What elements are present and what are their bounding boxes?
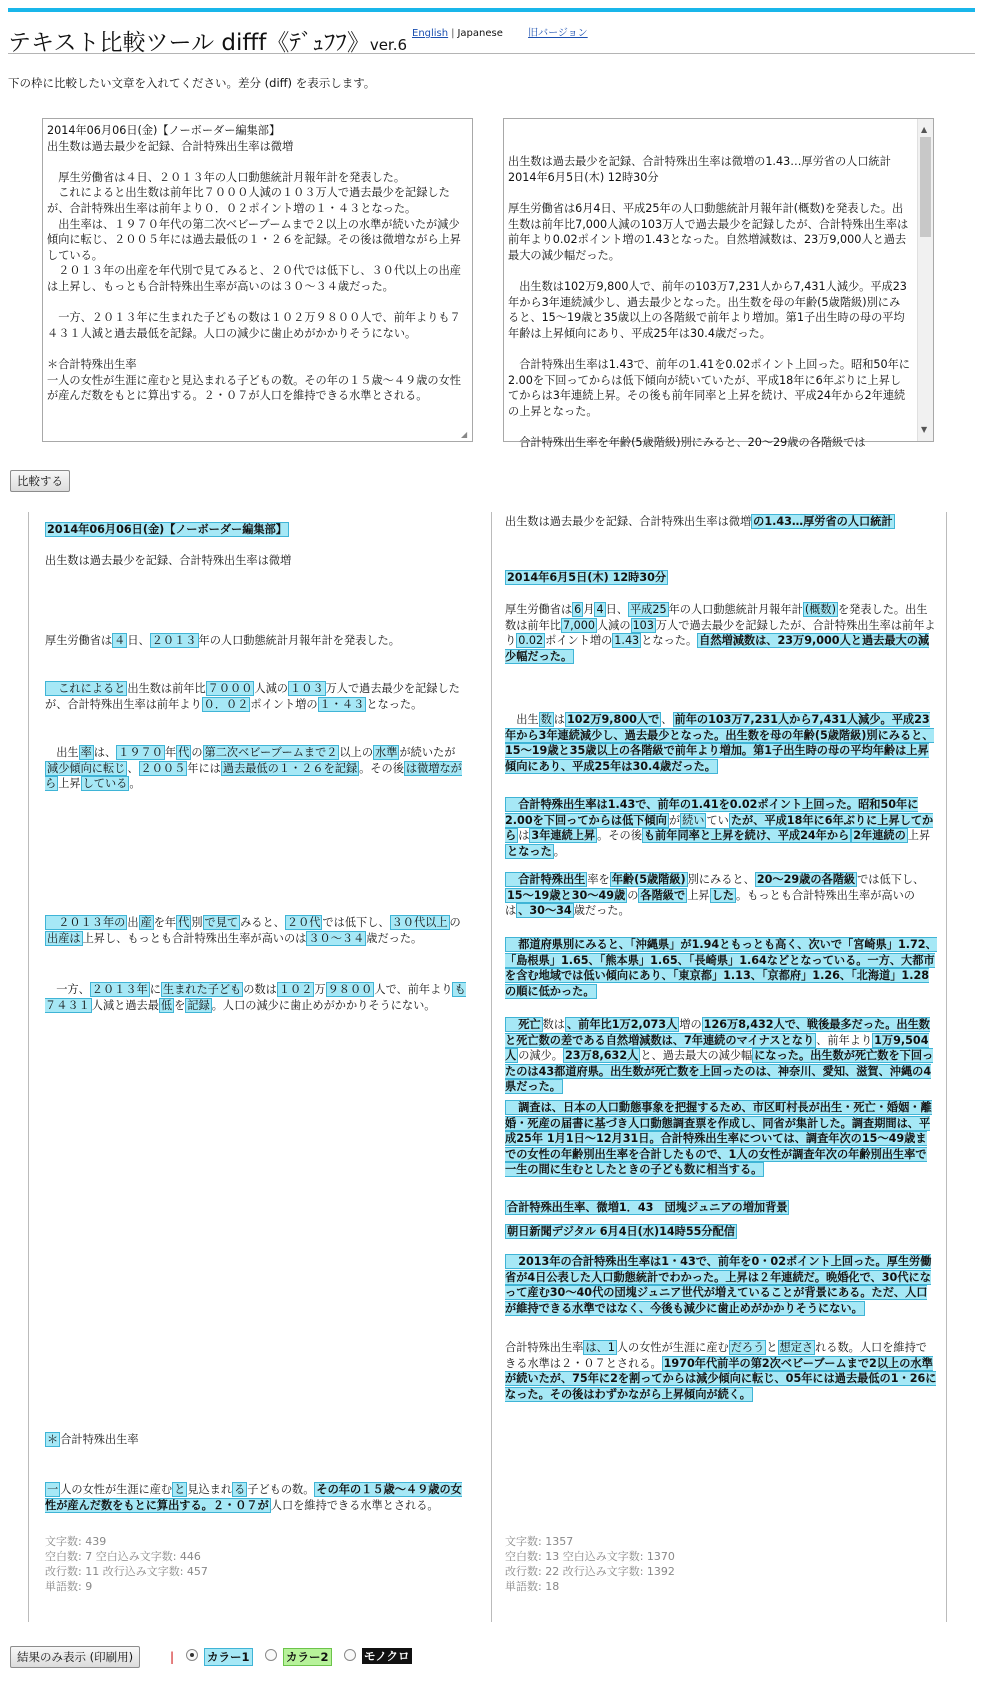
diff-highlight: ０．０２ [203,697,249,711]
diff-right-para: 合計特殊出生率 は、1 人の女性が生涯に産む だろう と 想定さ れる数。人口を維持できる水準は２・０７とされる。 1970年代前半の第2次ベビーブームまで2以上の水準が続いたが、75年に2を割ってからは減少傾向に転じ、05年には過去最低の1・26になった。その後はわずかながら上昇傾向が続く。 [505,1341,937,1401]
diff-highlight: 低 [160,998,173,1012]
diff-highlight: 率 [80,746,92,759]
diff-highlight: １９７０ [118,746,163,759]
japanese-label: Japanese [457,28,503,39]
diff-highlight: 2013年の合計特殊出生率は1・43で、前年を0・02ポイント上回った。厚生労働省が4日公表した人口動態統計でわかった。上昇は２年連続だ。晩婚化で、30代になって産む30～40代の団塊ジュニア世代が増えていることが背景にある。ただ、人口が維持できる水準ではなく、今後も減少に歯止めがかかりそうにない。 [505,1255,932,1315]
footer-controls: 結果のみ表示 (印刷用) | カラー1 カラー2 モノクロ [10,1646,610,1670]
diff-highlight: 水準 [375,746,398,759]
diff-highlight: 一 [47,1483,59,1496]
color2-label[interactable]: カラー2 [283,1648,332,1666]
diff-highlight: 合計特殊出生 [507,873,586,886]
diff-highlight: 103 [632,618,654,632]
diff-highlight: 126万8,432人で、戦後最多だった。出生数と死亡数の差である自然増減数は、7年連続のマイナスとなり [505,1018,930,1047]
diff-right-pane [491,512,947,1622]
diff-highlight: 102万9,800人で [566,713,660,726]
diff-highlight: 産 [140,916,152,929]
diff-left-para: 出生 率 は、 １９７０ 年 代 の 第二次ベビーブームまで２ 以上の 水準 が続いたが減少傾向に転じ 、 ２００５ 年には 過去最低の１・２６を記録 。その後 は微増ながら 上昇 している 。 [45,746,462,791]
diff-highlight: で見て [204,916,239,929]
page-header [8,22,975,54]
diff-highlight: も７４３１ [45,983,466,1012]
diff-highlight: となった [507,844,552,858]
mono-label[interactable]: モノクロ [364,1649,410,1663]
diff-highlight: 、前年比1万2,073人 [566,1018,678,1031]
diff-right-para: 死亡 数は 、前年比1万2,073人 増の 126万8,432人で、戦後最多だった。出生数と死亡数の差である自然増減数は、7年連続のマイナスとなり 、前年より 1万9,504人 の減少。 23万8,632人 と、過去最大の減少幅 になった。出生数が死亡数を下回ったのは43都道府県。出生数が死亡数を上回ったのは、神奈川、愛知、滋賀、沖縄の4県だった。 [505,1018,934,1094]
diff-highlight: 都道府県別にみると、「沖縄県」が1.94ともっとも高く、次いで「宮崎県」1.72、「島根県」1.65、「熊本県」1.65、「長崎県」1.64などとなっている。一方、大都市を含む地域では低い傾向にあり、「東京都」1.13、「京都府」1.26、「北海道」1.28の順に低かった。 [505,938,937,998]
diff-highlight: 合計特殊出生率は1.43で、前年の1.41を0.02ポイント上回った。昭和50年に2.00を下回ってからは低下傾向 [505,798,919,827]
diff-highlight: ９８００ [327,983,373,996]
diff-highlight: ４ [114,634,126,647]
diff-highlight: 2014年6月5日(木) 12時30分 [507,571,667,584]
color2-radio[interactable] [265,1649,277,1661]
diff-right-para [505,1254,937,1316]
page-title: テキスト比較ツール difff《ﾃﾞｭﾌﾌ》ver.6 [8,30,408,56]
diff-right-para [505,937,937,999]
diff-highlight: 2014年06月06日(金)【ノーボーダー編集部】 [47,523,287,536]
print-results-button[interactable]: 結果のみ表示 (印刷用) [10,1646,140,1668]
scrollbar[interactable] [917,119,933,441]
diff-left-para: これによると 出生数は前年比 ７０００ 人減の １０３ 万人で過去最少を記録したが、合計特殊出生率は前年より ０．０２ ポイント増の １・４３ となった。 [45,682,460,711]
diff-highlight: 3年連続上昇 [531,829,596,843]
diff-highlight: ２００５ [140,761,186,775]
diff-highlight: 調査は、日本の人口動態事象を把握するため、市区町村長が出生・死亡・婚姻・離婚・死産の届書に基づき人口動態調査票を作成し、同省が集計した。調査期間は、平成25年 1月1日～12月31日。合計特殊出生率については、調査年次の15～49歳までの女性の年齢別出生率を合計したもので、1人の女性が調査年次の年齢別出生率で一生の間に生むとしたときの子ども数に相当する。 [505,1101,932,1177]
instructions: 下の枠に比較したい文章を入れてください。差分 (diff) を表示します。 [8,76,376,90]
diff-left-para: 一方、 ２０１３年 に 生まれた子ども の数は １０２ 万 ９８００ 人で、前年より も７４３１ 人減と過去最 低 を 記録 。人口の減少に歯止めがかかりそうにない。 [45,983,466,1012]
diff-highlight: した [711,888,734,902]
diff-left-para: ＊ 合計特殊出生率 [47,1433,139,1446]
diff-left-para: ２０１３年の 出 産 を年 代 別 で見て みると、 ２０代 では低下し、 ３０代以上 の出産は 上昇し、もっとも合計特殊出生率が高いのは ３０～３４ 歳だった。 [47,916,461,945]
diff-highlight: 年齢(5歳階級) [611,873,686,886]
diff-right-para [505,570,937,586]
diff-left-pane [28,512,474,1622]
diff-highlight: １０３ [290,682,324,695]
top-accent-bar [8,8,975,12]
diff-highlight: る [234,1483,246,1496]
resize-grip-icon[interactable]: ◢ [461,430,468,439]
diff-highlight: 15～19歳と30～49歳 [507,888,626,902]
diff-highlight: 想定さ [779,1341,814,1354]
color1-radio[interactable] [186,1649,198,1661]
diff-highlight: ２０１３ [151,634,197,647]
diff-right-para: 出生数は過去最少を記録、合計特殊出生率は微増 の1.43…厚労省の人口統計 [505,515,893,528]
diff-highlight: 代 [178,746,190,759]
scroll-up-icon[interactable]: ▲ [921,125,928,134]
diff-highlight: 6 [574,603,582,616]
diff-highlight: も前年同率と上昇を続け、平成24年から [643,829,850,843]
diff-left-para: 出生数は過去最少を記録、合計特殊出生率は微増 [45,554,292,567]
version-label: ver.6 [369,36,408,54]
compare-button[interactable]: 比較する [10,470,70,492]
diff-left-para [45,522,467,538]
diff-highlight: 代 [178,916,190,929]
diff-highlight: 減少傾向に転じ [47,761,126,775]
diff-highlight: 、30～34 [518,904,572,918]
diff-right-para [505,1200,937,1216]
diff-highlight: と [174,1483,186,1496]
diff-highlight: 数 [540,713,552,726]
diff-highlight: 1970年代前半の第2次ベビーブームまで2以上の水準が続いたが、75年に2を割ってからは減少傾向に転じ、05年には過去最低の1・26になった。その後はわずかながら上昇傾向が続く。 [505,1356,937,1401]
diff-highlight: 7,000 [562,618,595,632]
diff-left-para: 厚生労働省は ４ 日、 ２０１３ 年の人口動態統計月報年計を発表した。 [45,634,400,647]
language-links: English | Japanese 旧バージョン [412,28,588,39]
diff-highlight: 続い [682,813,705,827]
diff-highlight: 合計特殊出生率、微増1．43 団塊ジュニアの増加背景 [507,1201,788,1214]
diff-highlight: は、1 [585,1341,615,1354]
diff-highlight: 記録 [187,998,210,1012]
diff-highlight: 朝日新聞デジタル 6月4日(水)14時55分配信 [507,1225,735,1238]
color1-label[interactable]: カラー1 [204,1648,253,1666]
diff-right-para [505,1224,937,1240]
diff-highlight: ３０代以上 [391,916,448,929]
diff-right-para: 出生 数 は 102万9,800人で 、 前年の103万7,231人から7,431人減少。平成23年から3年連続減少し、過去最少となった。出生数を母の年齢(5歳階級)別にみると、15～19歳と35歳以上の各階級で前年より増加。第1子出生時の母の平均年齢は上昇傾向にあり、平成25年は30.4歳だった。 [505,713,934,773]
diff-highlight: これによると [47,682,126,695]
diff-highlight: ２０１３年 [91,983,148,996]
diff-highlight: 生まれた子ども [162,983,242,996]
scroll-thumb[interactable] [920,137,931,237]
left-stats: 文字数: 439 空白数: 7 空白込み文字数: 446 改行数: 11 改行込み文字数: 457 単語数: 9 [45,1535,208,1593]
diff-highlight: ３０～３４ [308,931,365,945]
diff-right-para: 合計特殊出生率は1.43で、前年の1.41を0.02ポイント上回った。昭和50年に2.00を下回ってからは低下傾向 が 続い てい たが、平成18年に6年ぶりに上昇してから は 3年連続上昇 。その後 も前年同率と上昇を続け、平成24年から 2年連続の 上昇となった 。 [505,798,934,858]
diff-highlight: 20～29歳の各階級 [756,873,856,886]
diff-highlight: 前年の103万7,231人から7,431人減少。平成23年から3年連続減少し、過去最少となった。出生数を母の年齢(5歳階級)別にみると、15～19歳と35歳以上の各階級で前年より増加。第1子出生時の母の平均年齢は上昇傾向にあり、平成25年は30.4歳だった。 [505,713,934,773]
diff-highlight: だろう [730,1341,765,1354]
diff-highlight: 2年連続の [853,829,906,843]
diff-highlight: は微増ながら [45,761,462,791]
diff-highlight: 出産は [47,931,81,945]
scroll-down-icon[interactable]: ▼ [921,425,928,435]
diff-right-para: 厚生労働省は 6 月 4 日、 平成25 年の人口動態統計月報年計 (概数) を発表した。出生数は前年比 7,000 人減の 103 万人で過去最少を記録したが、合計特殊出生率は前年より 0.02 ポイント増の 1.43 となった。 自然増減数は、23万9,000人と過去最大の減少幅だった。 [505,603,936,663]
diff-highlight: ７０００ [207,682,253,695]
old-version-link[interactable]: 旧バージョン [528,28,588,39]
diff-highlight: の1.43…厚労省の人口統計 [753,515,893,528]
mono-radio[interactable] [344,1649,356,1661]
diff-highlight: 4 [596,603,604,616]
diff-highlight: １０２ [278,983,313,996]
diff-highlight: 第二次ベビーブームまで２ [204,746,338,759]
diff-right-para [505,1100,937,1178]
diff-highlight: 23万8,632人 [564,1049,639,1063]
diff-highlight: 各階級で [640,888,686,902]
diff-highlight: ＊ [47,1433,59,1446]
diff-left-para: 一 人の女性が生涯に産む と 見込まれ る 子どもの数。 その年の１５歳～４９歳の女性が産んだ数をもとに算出する。２・０７が 人口を維持できる水準とされる。 [45,1483,462,1512]
diff-highlight: たが、平成18年に6年ぶりに上昇してから [505,813,934,843]
diff-highlight: 過去最低の１・２６を記録 [222,761,358,775]
english-link[interactable]: English [412,28,449,39]
diff-highlight: その年の１５歳～４９歳の女性が産んだ数をもとに算出する。２・０７が [45,1483,462,1512]
right-stats: 文字数: 1357 空白数: 13 空白込み文字数: 1370 改行数: 22 改行込み文字数: 1392 単語数: 18 [505,1535,675,1593]
diff-highlight: (概数) [804,603,836,616]
diff-highlight: ２０１３年の [47,916,126,929]
diff-highlight: 0.02 [518,634,544,648]
diff-highlight: している [82,777,128,791]
right-text-input[interactable]: 出生数は過去最少を記録、合計特殊出生率は微増の1.43…厚労省の人口統計 2014年6月5日(木) 12時30分 厚生労働省は6月4日、平成25年の人口動態統計月報年計(概数)を発表した。出生数は前年比7,000人減の103万人で過去最少を記録したが、合計特殊出生率は前年より0.02ポイント増の1.43となった。自然増減数は、23万9,000人と過去最大の減少幅だった。 出生数は102万9,800人で、前年の103万7,231人から7,431人減少。平成23年から3年連続減少し、過去最少となった。出生数を母の年齢(5歳階級)別にみると、15～19歳と35歳以上の各階級で前年より増加。第1子出生時の母の平均年齢は上昇傾向にあり、平成25年は30.4歳だった。 合計特殊出生率は1.43で、前年の1.41を0.02ポイント上回った。昭和50年に2.00を下回ってからは低下傾向が続いていたが、平成18年に6年ぶりに上昇してからは3年連続上昇。その後も前年同率と上昇を続け、平成24年から2年連続の上昇となった。 合計特殊出生率を年齢(5歳階級)別にみると、20～29歳の各階級では ▲ ▼ [503,118,934,442]
diff-highlight: 自然増減数は、23万9,000人と過去最大の減少幅だった。 [505,634,930,663]
diff-highlight: 平成25 [629,603,667,616]
diff-right-para: 合計特殊出生 率を 年齢(5歳階級) 別にみると、 20～29歳の各階級 では低下し、15～19歳と30～49歳 の 各階級で 上昇 した 。もっとも合計特殊出生率が高いのは 、30～34 歳だった。 [505,873,925,918]
diff-highlight: 1.43 [614,634,640,648]
diff-highlight: になった。出生数が死亡数を下回ったのは43都道府県。出生数が死亡数を上回ったのは、神奈川、愛知、滋賀、沖縄の4県だった。 [505,1049,934,1094]
diff-highlight: 1万9,504人 [505,1033,929,1063]
diff-highlight: 死亡 [507,1018,541,1031]
left-text-input[interactable]: 2014年06月06日(金)【ノーボーダー編集部】 出生数は過去最少を記録、合計特殊出生率は微増 厚生労働省は４日、２０１３年の人口動態統計月報年計を発表した。 これによると出生数は前年比７０００人減の１０３万人で過去最少を記録したが、合計特殊出生率は前年より０．０２ポイント増の１・４３となった。 出生率は、１９７０年代の第二次ベビーブームまで２以上の水準が続いたが減少傾向に転じ、２００５年には過去最低の１・２６を記録。その後は微増ながら上昇している。 ２０１３年の出産を年代別で見てみると、２０代では低下し、３０代以上の出産は上昇し、もっとも合計特殊出生率が高いのは３０～３４歳だった。 一方、２０１３年に生まれた子どもの数は１０２万９８００人で、前年よりも７４３１人減と過去最低を記録。人口の減少に歯止めがかかりそうにない。 ＊合計特殊出生率 一人の女性が生涯に産むと見込まれる子どもの数。その年の１５歳～４９歳の女性が産んだ数をもとに算出する。２・０７が人口を維持できる水準とされる。 [42,118,473,442]
diff-highlight: ２０代 [286,916,321,929]
diff-highlight: １・４３ [319,697,365,711]
